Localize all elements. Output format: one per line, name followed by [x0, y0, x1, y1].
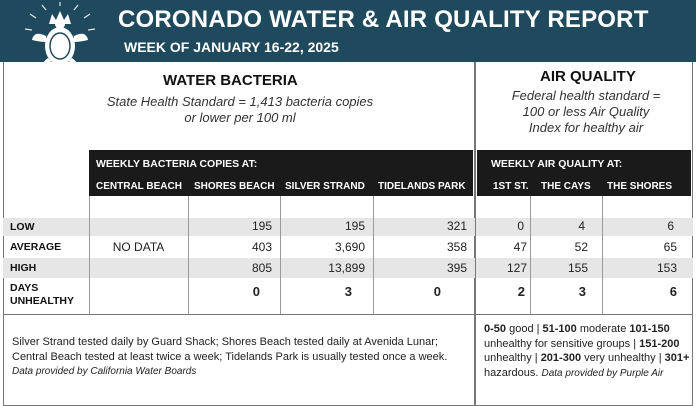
water-sampling-note — [12, 335, 458, 380]
air-group-label: WEEKLY AIR QUALITY AT: — [491, 158, 623, 170]
report-week: WEEK OF JANUARY 16-22, 2025 — [124, 39, 339, 55]
tidelands-park-high: 395 — [446, 261, 467, 275]
air-standard — [483, 88, 689, 136]
report-header — [0, 0, 696, 62]
row-label-days: DAYS — [10, 282, 39, 294]
row-label-low: LOW — [10, 221, 35, 233]
aqi-range-unhealthy: 151-200 — [639, 337, 680, 350]
water-group-label: WEEKLY BACTERIA COPIES AT: — [96, 158, 258, 170]
1st-st-average: 47 — [513, 240, 527, 254]
tidelands-park-days-unhealthy: 0 — [433, 284, 441, 299]
col-shores-beach: SHORES BEACH — [194, 181, 275, 192]
1st-st-low: 0 — [517, 219, 524, 233]
the-cays-high: 155 — [567, 261, 588, 275]
silver-strand-high: 13,899 — [328, 261, 365, 275]
row-label-unhealthy: UNHEALTHY — [10, 295, 74, 307]
air-standard-line2: 100 or less Air Quality — [522, 104, 650, 119]
shores-beach-high: 805 — [251, 261, 272, 275]
aqi-range-good: 0-50 — [484, 323, 507, 335]
air-standard-line1: Federal health standard = — [511, 88, 661, 103]
col-the-shores: THE SHORES — [607, 181, 673, 192]
shores-beach-average: 403 — [251, 240, 272, 254]
tidelands-park-low: 321 — [446, 219, 467, 233]
col-the-cays: THE CAYS — [541, 181, 591, 192]
water-standard-line2: or lower per 100 ml — [184, 110, 296, 125]
shores-beach-days-unhealthy: 0 — [252, 284, 260, 299]
aqi-range-hazardous: 301+ — [664, 352, 690, 364]
the-shores-days-unhealthy: 6 — [669, 284, 677, 299]
row-label-average: AVERAGE — [10, 241, 62, 253]
the-shores-average: 65 — [663, 240, 677, 254]
tidelands-park-average: 358 — [446, 240, 467, 254]
water-data-source: Data provided by California Water Boards — [12, 366, 197, 377]
central-beach-no-data: NO DATA — [112, 240, 165, 254]
air-standard-line3: Index for healthy air — [528, 120, 644, 135]
col-1st-st: 1ST ST. — [493, 181, 529, 192]
1st-st-days-unhealthy: 2 — [517, 284, 525, 299]
the-shores-low: 6 — [667, 219, 674, 233]
water-standard-line1: State Health Standard = 1,413 bacteria copies — [106, 94, 374, 109]
silver-strand-average: 3,690 — [334, 240, 365, 254]
aqi-range-very-unhealthy: 201-300 — [540, 352, 582, 364]
col-silver-strand: SILVER STRAND — [285, 181, 365, 192]
water-section-title: WATER BACTERIA — [163, 72, 298, 89]
silver-strand-low: 195 — [344, 219, 365, 233]
the-cays-low: 4 — [578, 219, 585, 233]
report-title: CORONADO WATER & AIR QUALITY REPORT — [118, 6, 649, 33]
col-central-beach: CENTRAL BEACH — [96, 181, 182, 192]
aqi-range-moderate: 51-100 — [542, 323, 577, 335]
col-tidelands-park: TIDELANDS PARK — [378, 181, 466, 192]
aqi-range-sensitive: 101-150 — [629, 323, 670, 335]
air-data-source: Data provided by Purple Air — [541, 367, 664, 379]
the-shores-high: 153 — [656, 261, 677, 275]
water-note-text: Silver Strand tested daily by Guard Shack; Shores Beach tested daily at Avenida Lunar; Central Beach tested at least twice a week; Tidelands Park is usually tested once a week. — [12, 336, 448, 363]
silver-strand-days-unhealthy: 3 — [344, 284, 352, 299]
1st-st-high: 127 — [506, 261, 527, 275]
the-cays-days-unhealthy: 3 — [578, 284, 586, 299]
water-standard — [40, 94, 440, 126]
shores-beach-low: 195 — [251, 219, 272, 233]
air-section-title: AIR QUALITY — [540, 68, 636, 85]
row-label-high: HIGH — [10, 262, 37, 274]
the-cays-average: 52 — [574, 240, 588, 254]
aqi-scale-legend: 0-50 good | 51-100 moderate 101-150 unhealthy for sensitive groups | 151-200 unhealthy | 201-300 very unhealthy | 301+ hazardous. Data provided by Purple Air — [484, 323, 690, 379]
